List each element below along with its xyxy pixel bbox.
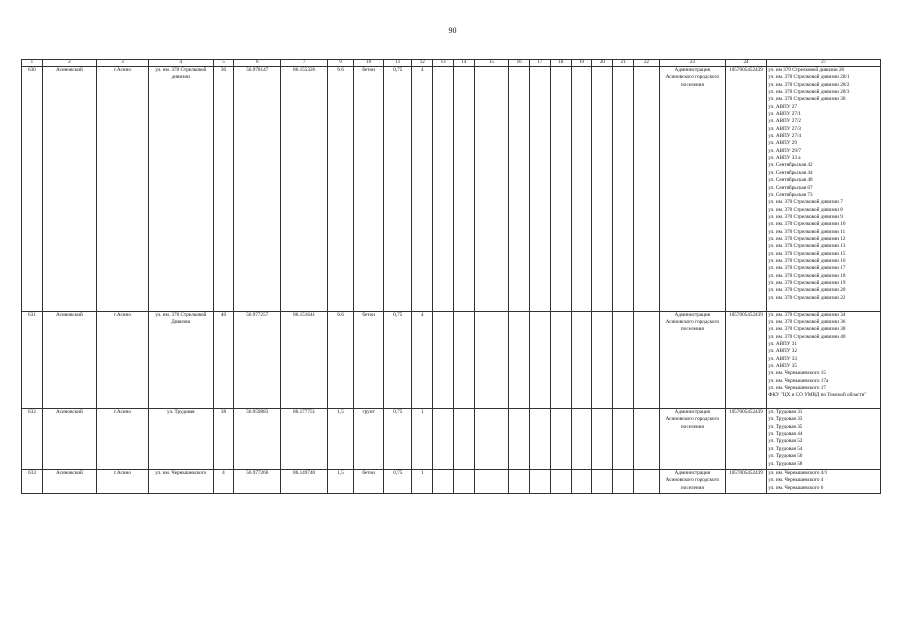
served-address: ул. Сентябрьская 44: [768, 169, 813, 176]
column-number: 6: [234, 60, 281, 67]
empty-cell: [453, 311, 474, 409]
empty-cell: [453, 67, 474, 312]
served-address: ул. им. 370 Стрелковой дивизии 28/2: [768, 81, 850, 88]
surface-cell: бетон: [354, 311, 384, 409]
empty-cell: [571, 311, 592, 409]
owner-cell: Администрация Асиновского городского поселения: [660, 311, 726, 409]
column-9-cell: 1,5: [328, 469, 354, 493]
column-11-cell: 0,75: [384, 469, 412, 493]
empty-cell: [613, 311, 634, 409]
served-address: ул. им. 370 Стрелковой дивизии 7: [768, 199, 843, 206]
column-12-cell: 4: [412, 311, 433, 409]
served-address: ул. им. Чернышевского 4: [768, 477, 824, 484]
empty-cell: [529, 409, 550, 470]
empty-cell: [634, 469, 660, 493]
served-address: ул. Трудовая 44: [768, 431, 803, 438]
served-address: ул. АВПУ 27/2: [768, 118, 801, 125]
column-number: 12: [412, 60, 433, 67]
empty-cell: [529, 469, 550, 493]
street-cell: ул. Трудовая: [149, 409, 214, 470]
column-9-cell: 6.6: [328, 67, 354, 312]
column-number: 9: [328, 60, 354, 67]
owner-cell: Администрация Асиновского городского поселения: [660, 409, 726, 470]
column-number: 7: [281, 60, 328, 67]
served-address: ул. им. 370 Стрелковой дивизии 9: [768, 213, 843, 220]
served-address: ул. АВПУ 32: [768, 348, 797, 355]
served-address: ул. им. 370 Стрелковой дивизии 20: [768, 287, 846, 294]
empty-cell: [550, 469, 571, 493]
served-address: ул. им. 370 Стрелковой дивизии 38: [768, 326, 846, 333]
owner-cell: Администрация Асиновского городского поселения: [660, 67, 726, 312]
empty-cell: [509, 469, 530, 493]
surface-cell: грунт: [354, 409, 384, 470]
table-row: [22, 67, 881, 312]
locality-cell: г.Асино: [96, 67, 148, 312]
district-cell: Асиновский: [42, 311, 96, 409]
served-address: ул. АВПУ 29: [768, 140, 797, 147]
column-12-cell: 1: [412, 409, 433, 470]
empty-cell: [529, 67, 550, 312]
latitude-cell: 56.959883: [234, 409, 281, 470]
column-number: 23: [660, 60, 726, 67]
served-address: ул. Трудовая 33: [768, 416, 803, 423]
surface-cell: бетон: [354, 67, 384, 312]
served-address: ул. АВПУ 27/1: [768, 111, 801, 118]
served-address: ул. АВПУ 27: [768, 103, 797, 110]
served-address: ул. им. 370 Стрелковой дивизии 30: [768, 96, 846, 103]
empty-cell: [634, 409, 660, 470]
column-11-cell: 0,75: [384, 409, 412, 470]
table-row: [22, 409, 881, 470]
surface-cell: бетон: [354, 469, 384, 493]
longitude-cell: 86.177751: [281, 409, 328, 470]
column-9-cell: 1,5: [328, 409, 354, 470]
column-number: 11: [384, 60, 412, 67]
column-5-cell: 40: [213, 311, 234, 409]
district-cell: Асиновский: [42, 409, 96, 470]
served-address: ул. Трудовая 56: [768, 453, 803, 460]
empty-cell: [433, 469, 454, 493]
column-number: 21: [613, 60, 634, 67]
longitude-cell: 86.151641: [281, 311, 328, 409]
empty-cell: [474, 409, 508, 470]
column-number: 22: [634, 60, 660, 67]
served-address: ул. АВПУ 35: [768, 362, 797, 369]
served-address: ул. Трудовая 58: [768, 460, 803, 467]
served-address: ул. им. 370 Стрелковой дивизии 10: [768, 221, 846, 228]
street-cell: ул. им. Чернышевского: [149, 469, 214, 493]
served-address: ул. АВПУ 29/7: [768, 147, 801, 154]
row-number: 632: [22, 409, 43, 470]
served-address: ул. Сентябрьская 42: [768, 162, 813, 169]
served-address: ул. им. 370 Стрелковой дивизии 18: [768, 272, 846, 279]
served-address: ул. Сентябрьская 67: [768, 184, 813, 191]
empty-cell: [634, 67, 660, 312]
empty-cell: [529, 311, 550, 409]
latitude-cell: 56.977266: [234, 469, 281, 493]
empty-cell: [433, 67, 454, 312]
street-cell: ул. им. 370 Стрелковой дивизии: [149, 67, 214, 312]
table-row: [22, 469, 881, 493]
column-11-cell: 0,75: [384, 311, 412, 409]
locality-cell: г.Асино: [96, 311, 148, 409]
empty-cell: [592, 67, 613, 312]
served-address: ул. им. 370 Стрелковой дивизии 15: [768, 250, 846, 257]
served-address: ул. Сентябрьская 73: [768, 191, 813, 198]
longitude-cell: 86.155326: [281, 67, 328, 312]
street-cell: ул. им. 370 Стрелковой Дивизии: [149, 311, 214, 409]
empty-cell: [592, 469, 613, 493]
container-sites-table: [21, 59, 881, 494]
page-number: 90: [448, 26, 457, 35]
owner-cell: Администрация Асиновского городского поселения: [660, 469, 726, 493]
empty-cell: [474, 311, 508, 409]
empty-cell: [571, 67, 592, 312]
ogrn-cell: 1057005452439: [725, 67, 767, 312]
served-address: ул. им. Чернышевского 17а: [768, 377, 829, 384]
column-number: 18: [550, 60, 571, 67]
served-address: ул. им. 370 Стрелковой дивизии 22: [768, 294, 846, 301]
served-address: ул. АВПУ 27/3: [768, 125, 801, 132]
ogrn-cell: 1057005452439: [725, 469, 767, 493]
served-address: ул. Трудовая 35: [768, 423, 803, 430]
column-number: 1: [22, 60, 43, 67]
latitude-cell: 56.977257: [234, 311, 281, 409]
served-address: ул. им. 370 Стрелковой дивизии 36: [768, 318, 846, 325]
served-address: ул. им. 370 Стрелковой дивизии 12: [768, 235, 846, 242]
empty-cell: [433, 311, 454, 409]
empty-cell: [550, 311, 571, 409]
empty-cell: [550, 409, 571, 470]
row-number: 633: [22, 469, 43, 493]
empty-cell: [509, 67, 530, 312]
locality-cell: г.Асино: [96, 469, 148, 493]
empty-cell: [509, 409, 530, 470]
served-address: ул. им. 370 Стрелковой дивизии 34: [768, 311, 846, 318]
column-5-cell: 30: [213, 67, 234, 312]
locality-cell: г.Асино: [96, 409, 148, 470]
empty-cell: [474, 67, 508, 312]
column-number: 24: [725, 60, 767, 67]
served-address: ул. им. Чернышевского 15: [768, 370, 826, 377]
served-addresses-cell: [767, 67, 881, 312]
column-number: 2: [42, 60, 96, 67]
served-address: ул. Трудовая 31: [768, 409, 803, 416]
served-address: ул. им. Чернышевского 4/1: [768, 469, 828, 476]
served-address: ул. Сентябрьская 48: [768, 177, 813, 184]
served-address: ФКУ "ЦХ и СО УМВД по Томской области": [768, 392, 867, 399]
served-address: ул. Трудовая 52: [768, 438, 803, 445]
served-address: ул. им. 370 Стрелковой дивизии 16: [768, 257, 846, 264]
column-12-cell: 4: [412, 67, 433, 312]
empty-cell: [613, 409, 634, 470]
empty-cell: [571, 469, 592, 493]
served-address: ул. им. 370 Стрелковой дивизии 40: [768, 333, 846, 340]
served-address: ул. им 370 Стрелковой дивизии 26: [768, 67, 845, 73]
served-address: ул. им. Чернышевского 17: [768, 384, 826, 391]
column-12-cell: 1: [412, 469, 433, 493]
served-address: ул. АВПУ 31: [768, 340, 797, 347]
empty-cell: [550, 67, 571, 312]
column-number: 4: [149, 60, 214, 67]
empty-cell: [592, 311, 613, 409]
empty-cell: [453, 409, 474, 470]
empty-cell: [474, 469, 508, 493]
served-addresses-cell: [767, 409, 881, 470]
district-cell: Асиновский: [42, 67, 96, 312]
served-address: ул. Трудовая 54: [768, 445, 803, 452]
column-number: 17: [529, 60, 550, 67]
column-9-cell: 6.6: [328, 311, 354, 409]
column-number: 16: [509, 60, 530, 67]
empty-cell: [571, 409, 592, 470]
served-address: ул. им. 370 Стрелковой дивизии 17: [768, 265, 846, 272]
empty-cell: [509, 311, 530, 409]
served-addresses-cell: [767, 469, 881, 493]
column-number: 19: [571, 60, 592, 67]
served-address: ул. им. 370 Стрелковой дивизии 8: [768, 206, 843, 213]
empty-cell: [592, 409, 613, 470]
column-number: 3: [96, 60, 148, 67]
served-address: ул. АВПУ 33: [768, 355, 797, 362]
column-number: 20: [592, 60, 613, 67]
table-row: [22, 311, 881, 409]
empty-cell: [433, 409, 454, 470]
row-number: 630: [22, 67, 43, 312]
column-number: 15: [474, 60, 508, 67]
longitude-cell: 86.149740: [281, 469, 328, 493]
district-cell: Асиновский: [42, 469, 96, 493]
served-address: ул. им. Чернышевского 6: [768, 484, 824, 491]
served-address: ул. им. 370 Стрелковой дивизии 28/3: [768, 89, 850, 96]
served-address: ул. им. 370 Стрелковой дивизии 11: [768, 228, 846, 235]
row-number: 631: [22, 311, 43, 409]
served-address: ул. АВПУ 33 а: [768, 155, 801, 162]
latitude-cell: 56.978147: [234, 67, 281, 312]
served-address: ул. им. 370 Стрелковой дивизии 19: [768, 279, 846, 286]
served-address: ул. АВПУ 27/4: [768, 133, 801, 140]
column-number: 27: [767, 60, 881, 67]
column-number: 13: [433, 60, 454, 67]
column-number: 5: [213, 60, 234, 67]
served-address: ул. им. 370 Стрелковой дивизии 28/1: [768, 74, 850, 81]
empty-cell: [634, 311, 660, 409]
column-11-cell: 0,75: [384, 67, 412, 312]
column-number: 10: [354, 60, 384, 67]
empty-cell: [613, 469, 634, 493]
empty-cell: [453, 469, 474, 493]
ogrn-cell: 1057005452439: [725, 409, 767, 470]
empty-cell: [613, 67, 634, 312]
served-address: ул. им. 370 Стрелковой дивизии 13: [768, 243, 846, 250]
column-5-cell: 38: [213, 409, 234, 470]
served-addresses-cell: [767, 311, 881, 409]
ogrn-cell: 1057005452439: [725, 311, 767, 409]
column-number: 14: [453, 60, 474, 67]
column-5-cell: 4: [213, 469, 234, 493]
column-number-row: [22, 60, 881, 67]
